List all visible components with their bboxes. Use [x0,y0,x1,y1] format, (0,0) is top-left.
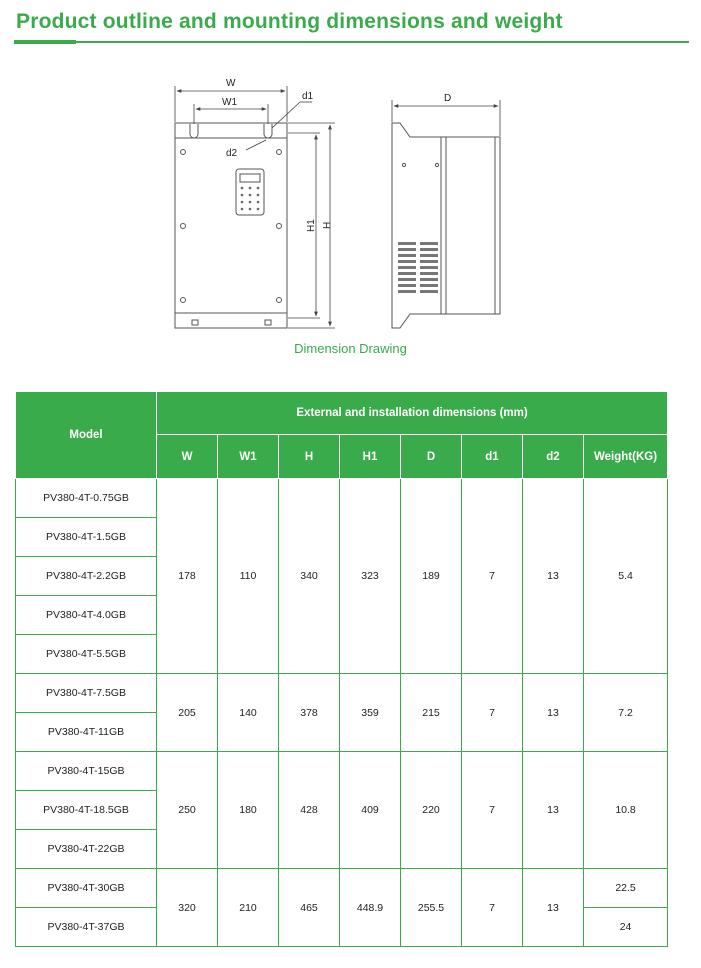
title-underline-accent [14,40,76,44]
drawing-caption: Dimension Drawing [294,341,407,356]
col-header-weight: Weight(KG) [584,435,668,479]
cell-w1: 210 [218,869,279,947]
model-cell: PV380-4T-22GB [16,830,157,869]
cell-weight: 24 [584,908,668,947]
title-underline [14,41,689,43]
cell-d1: 7 [462,869,523,947]
cell-weight: 5.4 [584,479,668,674]
model-cell: PV380-4T-11GB [16,713,157,752]
cell-h: 340 [279,479,340,674]
table-row [16,479,668,518]
label-w: W [226,78,236,89]
model-cell: PV380-4T-0.75GB [16,479,157,518]
dimensions-group-header: External and installation dimensions (mm) [157,392,668,435]
model-cell: PV380-4T-37GB [16,908,157,947]
cell-h: 378 [279,674,340,752]
cell-w: 320 [157,869,218,947]
cell-d: 189 [401,479,462,674]
cell-d2: 13 [523,479,584,674]
cell-weight: 7.2 [584,674,668,752]
model-cell: PV380-4T-30GB [16,869,157,908]
label-h: H [322,221,333,229]
label-w1: W1 [222,97,237,108]
col-header-w1: W1 [218,435,279,479]
table-row [16,674,668,713]
cell-d: 215 [401,674,462,752]
cell-h: 465 [279,869,340,947]
model-cell: PV380-4T-15GB [16,752,157,791]
label-d1: d1 [302,91,314,102]
cell-d2: 13 [523,869,584,947]
cell-h1: 409 [340,752,401,869]
cell-w: 250 [157,752,218,869]
model-cell: PV380-4T-5.5GB [16,635,157,674]
col-header-h: H [279,435,340,479]
cell-d1: 7 [462,674,523,752]
cell-weight: 10.8 [584,752,668,869]
cell-d: 220 [401,752,462,869]
side-view-body [392,123,446,328]
cell-w1: 180 [218,752,279,869]
model-cell: PV380-4T-7.5GB [16,674,157,713]
cell-d1: 7 [462,479,523,674]
label-h1: H1 [306,219,317,232]
col-header-d: D [401,435,462,479]
page-title: Product outline and mounting dimensions and weight [16,10,563,33]
model-cell: PV380-4T-2.2GB [16,557,157,596]
cell-weight: 22.5 [584,869,668,908]
dimensions-table [15,391,668,947]
cell-h1: 448.9 [340,869,401,947]
cell-h1: 359 [340,674,401,752]
col-header-h1: H1 [340,435,401,479]
label-d2: d2 [226,148,238,159]
dimension-drawing [0,60,701,340]
model-cell: PV380-4T-4.0GB [16,596,157,635]
label-d: D [444,93,452,104]
cell-h1: 323 [340,479,401,674]
cell-h: 428 [279,752,340,869]
cell-w: 205 [157,674,218,752]
table-row [16,869,668,908]
cell-w1: 110 [218,479,279,674]
cell-d1: 7 [462,752,523,869]
cell-d2: 13 [523,674,584,752]
col-header-d1: d1 [462,435,523,479]
cell-d2: 13 [523,752,584,869]
cell-d: 255.5 [401,869,462,947]
col-header-d2: d2 [523,435,584,479]
cell-w1: 140 [218,674,279,752]
col-header-w: W [157,435,218,479]
model-header: Model [16,392,157,479]
model-cell: PV380-4T-1.5GB [16,518,157,557]
table-row [16,752,668,791]
cell-w: 178 [157,479,218,674]
model-cell: PV380-4T-18.5GB [16,791,157,830]
